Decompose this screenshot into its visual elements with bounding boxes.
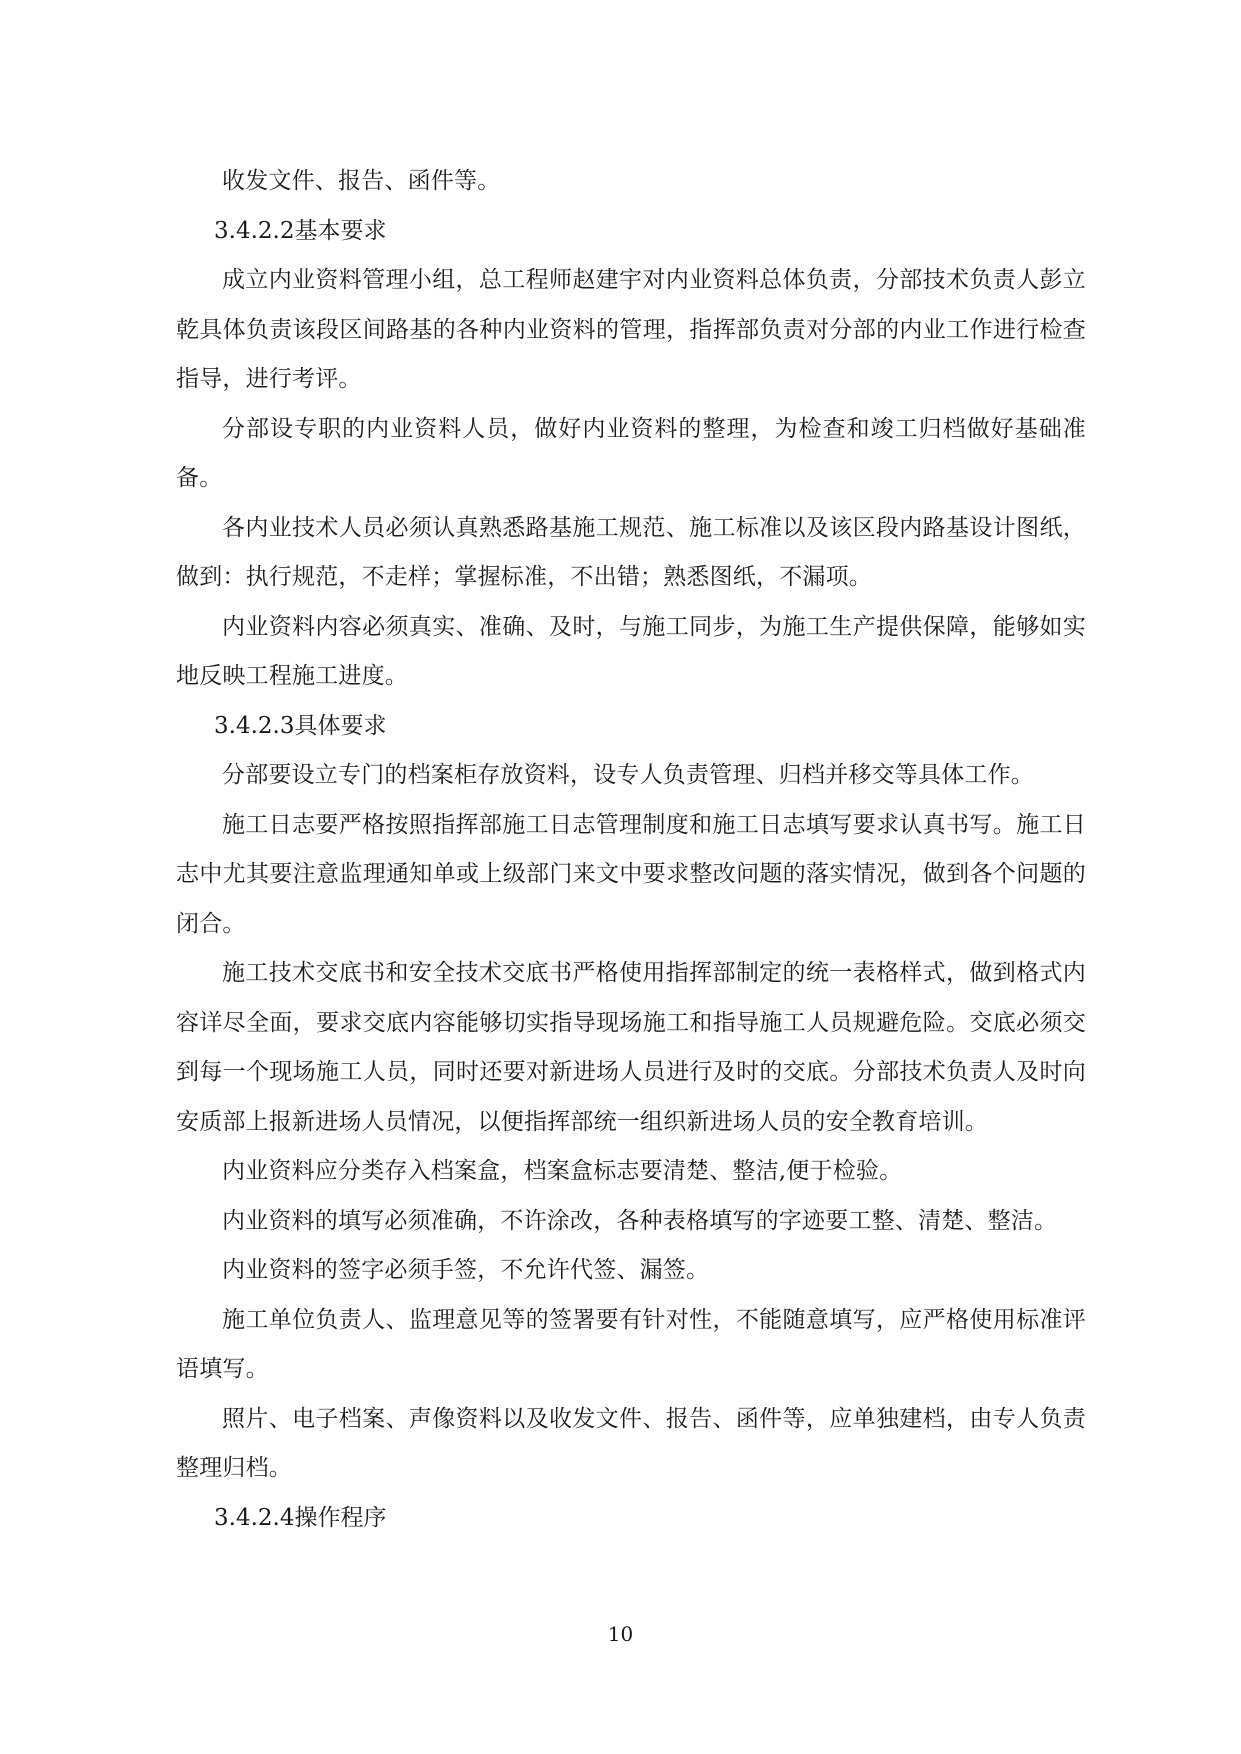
body-paragraph: 各内业技术人员必须认真熟悉路基施工规范、施工标准以及该区段内路基设计图纸，做到：执行规范，不走样；掌握标准，不出错；熟悉图纸，不漏项。 (176, 514, 1086, 590)
body-paragraph: 收发文件、报告、函件等。 (222, 168, 501, 194)
body-paragraph: 施工日志要严格按照指挥部施工日志管理制度和施工日志填写要求认真书写。施工日志中尤其要注意监理通知单或上级部门来文中要求整改问题的落实情况，做到各个问题的闭合。 (176, 811, 1086, 937)
body-paragraph: 内业资料内容必须真实、准确、及时，与施工同步，为施工生产提供保障，能够如实地反映工程施工进度。 (176, 613, 1086, 689)
page-number: 10 (607, 1622, 634, 1646)
body-paragraph: 成立内业资料管理小组，总工程师赵建宇对内业资料总体负责，分部技术负责人彭立乾具体负责该段区间路基的各种内业资料的管理，指挥部负责对分部的内业工作进行检查指导，进行考评。 (176, 267, 1086, 392)
body-paragraph: 内业资料的填写必须准确，不许涂改，各种表格填写的字迹要工整、清楚、整洁。 (222, 1207, 1058, 1234)
body-paragraph: 分部要设立专门的档案柜存放资料，设专人负责管理、归档并移交等具体工作。 (222, 762, 1034, 788)
body-paragraph: 内业资料的签字必须手签，不允许代签、漏签。 (222, 1257, 710, 1283)
body-paragraph: 内业资料应分类存入档案盒，档案盒标志要清楚、整洁,便于检验。 (222, 1158, 903, 1184)
body-paragraph: 分部设专职的内业资料人员，做好内业资料的整理，为检查和竣工归档做好基础准备。 (176, 415, 1086, 491)
section-heading: 3.4.2.4操作程序 (214, 1504, 387, 1531)
body-paragraph: 施工单位负责人、监理意见等的签署要有针对性，不能随意填写，应严格使用标准评语填写。 (176, 1306, 1086, 1382)
section-heading: 3.4.2.3具体要求 (214, 712, 387, 739)
document-body (176, 157, 1086, 1543)
body-paragraph: 施工技术交底书和安全技术交底书严格使用指挥部制定的统一表格样式，做到格式内容详尽全面，要求交底内容能够切实指导现场施工和指导施工人员规避危险。交底必须交到每一个现场施工人员，同时还要对新进场人员进行及时的交底。分部技术负责人及时向安质部上报新进场人员情况，以便指挥部统一组织新进场人员的安全教育培训。 (176, 960, 1086, 1135)
body-paragraph: 照片、电子档案、声像资料以及收发文件、报告、函件等，应单独建档，由专人负责整理归档。 (176, 1405, 1086, 1481)
section-heading: 3.4.2.2基本要求 (214, 217, 387, 244)
